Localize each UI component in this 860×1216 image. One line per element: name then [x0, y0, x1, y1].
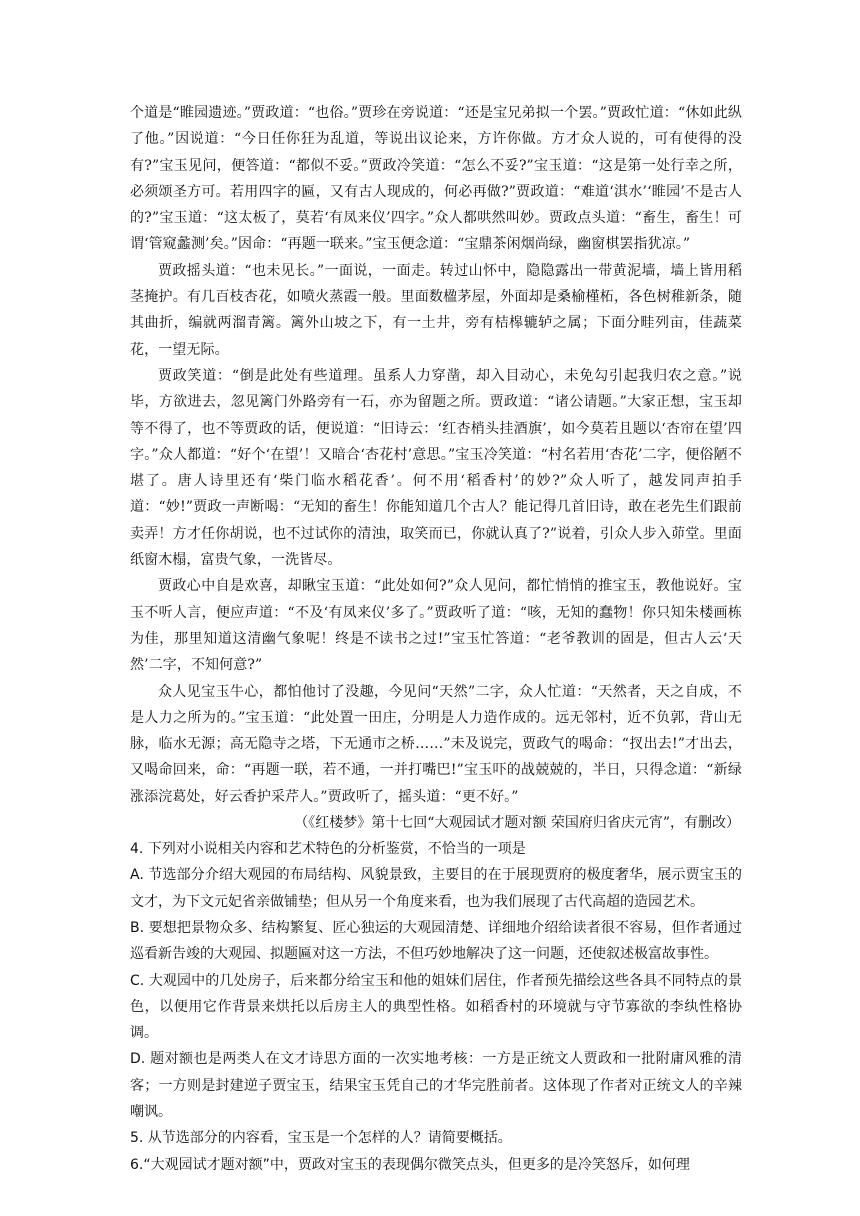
- passage-paragraph: 个道是“睢园遗迹。”贾政道：“也俗。”贾珍在旁说道：“还是宝兄弟拟一个罢。”贾政忙道：“休如此纵了他。”因说道：“今日任你狂为乱道，等说出议论来，方许你做。方才众人说的，可有使得的没有?”宝玉见问，便答道：“都似不妥。”贾政冷笑道：“怎么不妥?”宝玉道：“这是第一处行幸之所，必须颂圣方可。若用四字的匾，又有古人现成的，何必再做?”贾政道：“难道‘淇水’‘睢园’不是古人的?”宝玉道：“这太板了，莫若‘有凤来仪’四字。”众人都哄然叫妙。贾政点头道：“畜生，畜生！可谓‘管窥蠡测’矣。”因命：“再题一联来。”宝玉便念道：“宝鼎茶闲烟尚绿，幽窗棋罢指犹凉。”: [130, 105, 742, 253]
- option-d: D. 题对额也是两类人在文才诗思方面的一次实地考核：一方是正统文人贾政和一批附庸风雅的清客；一方则是封建逆子贾宝玉，结果宝玉凭自己的才华完胜前者。这体现了作者对正统文人的辛辣嘲讽。: [130, 1051, 742, 1120]
- question-5: 5. 从节选部分的内容看，宝玉是一个怎样的人？请简要概括。: [130, 1130, 512, 1147]
- source-citation: （《红楼梦》第十七回“大观园试才题对额 荣国府归省庆元宵”，有删改）: [294, 815, 740, 832]
- document-page: [130, 100, 742, 1178]
- option-b: B. 要想把景物众多、结构繁复、匠心独运的大观园清楚、详细地介绍给读者很不容易，但作者通过巡看新告竣的大观园、拟题匾对这一方法，不但巧妙地解决了这一问题，还使叙述极富故事性。: [130, 919, 742, 963]
- passage-paragraph: 众人见宝玉牛心，都怕他讨了没趣，今见问“天然”二字，众人忙道：“天然者，天之自成，不是人力之所为的。”宝玉道：“此处置一田庄，分明是人力造作成的。远无邻村，近不负郭，背山无脉，临水无源；高无隐寺之塔，下无通市之桥……”未及说完，贾政气的喝命：“扠出去!”才出去，又喝命回来，命：“再题一联，若不通，一并打嘴巴!”宝玉吓的战兢兢的，半日，只得念道：“新绿涨添浣葛处，好云香护采芹人。”贾政听了，摇头道：“更不好。”: [130, 683, 742, 805]
- question-6: 6.“大观园试才题对额”中，贾政对宝玉的表现偶尔微笑点头，但更多的是冷笑怒斥，如何理: [130, 1156, 690, 1173]
- passage: [130, 100, 742, 810]
- option-c: C. 大观园中的几处房子，后来都分给宝玉和他的姐妹们居住，作者预先描绘这些各具不同特点的景色，以便用它作背景来烘托以后房主人的典型性格。如稻香村的环境就与守节寡欲的李纨性格协调。: [130, 972, 742, 1042]
- question-4-stem: 4. 下列对小说相关内容和艺术特色的分析鉴赏，不恰当的一项是: [130, 841, 526, 858]
- passage-paragraph: 贾政摇头道：“也未见长。”一面说，一面走。转过山怀中，隐隐露出一带黄泥墙，墙上皆用稻茎掩护。有几百枝杏花，如喷火蒸霞一般。里面数楹茅屋，外面却是桑榆槿柘，各色树稚新条，随其曲折，编就两溜青篱。篱外山坡之下，有一土井，旁有桔槔辘轳之属；下面分畦列亩，佳蔬菜花，一望无际。: [130, 262, 742, 358]
- passage-paragraph: 贾政笑道：“倒是此处有些道理。虽系人力穿凿，却入目动心，未免勾引起我归农之意。”说毕，方欲进去，忽见篱门外路旁有一石，亦为留题之所。贾政道：“诸公请题。”大家正想，宝玉却等不得了，也不等贾政的话，便说道：“旧诗云：‘红杏梢头挂酒旗’，如今莫若且题以‘杏帘在望’四字。”众人都道：“好个‘在望’！又暗合‘杏花村’意思。”宝玉冷笑道：“村名若用‘杏花’二字，便俗陋不堪了。唐人诗里还有‘柴门临水稻花香’。何不用‘稻香村’的妙?”众人听了，越发同声拍手道：“妙!”贾政一声断喝：“无知的畜生！你能知道几个古人？能记得几首旧诗，敢在老先生们跟前卖弄！方才任你胡说，也不过试你的清浊，取笑而已，你就认真了?”说着，引众人步入茆堂。里面纸窗木榻，富贵气象，一洗皆尽。: [130, 367, 742, 569]
- passage-paragraph: 贾政心中自是欢喜，却瞅宝玉道：“此处如何?”众人见问，都忙悄悄的推宝玉，教他说好。宝玉不听人言，便应声道：“不及‘有凤来仪’多了。”贾政听了道：“咳，无知的蠢物！你只知朱楼画栋为佳，那里知道这清幽气象呢！终是不读书之过!”宝玉忙答道：“老爷教训的固是，但古人云‘天然’二字，不知何意?”: [130, 578, 742, 674]
- questions: [130, 836, 742, 1178]
- option-a: A. 节选部分介绍大观园的布局结构、风貌景致，主要目的在于展现贾府的极度奢华，展示贾宝玉的文才，为下文元妃省亲做铺垫；但从另一个角度来看，也为我们展现了古代高超的造园艺术。: [130, 867, 742, 910]
